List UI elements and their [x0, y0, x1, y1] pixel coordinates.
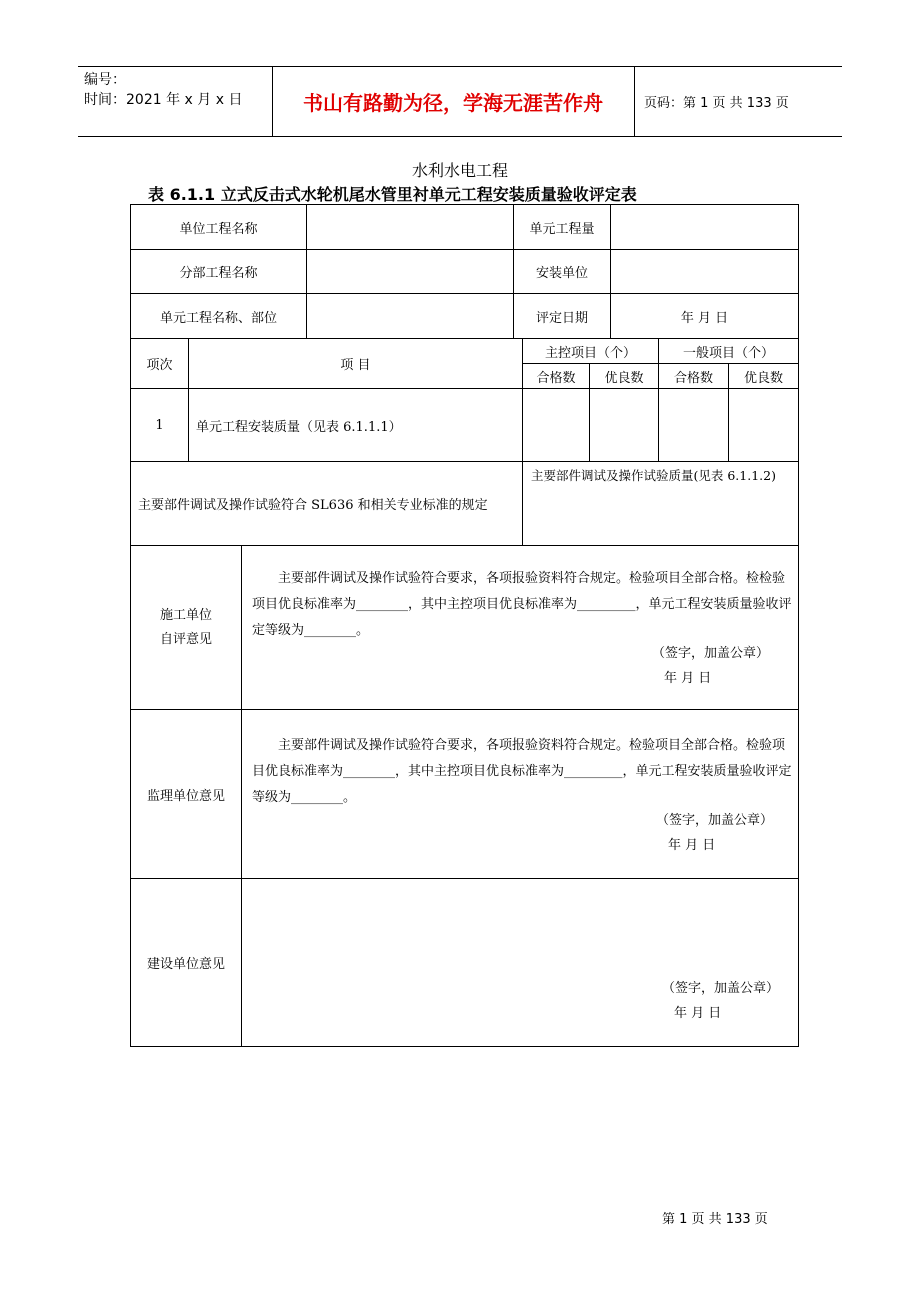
- header-page-label: 页码：第 1 页 共 133 页: [644, 96, 789, 111]
- test-statement: 主要部件调试及操作试验符合 SL636 和相关专业标准的规定: [138, 498, 488, 513]
- evaluation-date-label: 评定日期: [535, 310, 588, 326]
- serial-label: 编号：: [84, 72, 126, 88]
- row1-main-excellent-field[interactable]: [590, 389, 658, 461]
- construction-opinion-text: 主要部件调试及操作试验符合要求，各项报验资料符合规定。检验项目全部合格。检检验项目优良标准率为________，其中主控项目优良标准率为_________，单元工程安装质量验收评定等级为________。: [252, 571, 792, 638]
- division-project-name-label: 分部工程名称: [179, 266, 258, 281]
- unit-project-name-label: 单位工程名称: [179, 221, 258, 237]
- row1-item: 单元工程安装质量（见表 6.1.1.1）: [196, 419, 402, 435]
- row1-main-qualified-field[interactable]: [523, 389, 589, 461]
- unit-work-quantity-field[interactable]: [611, 205, 798, 249]
- general-items-header: 一般项目（个）: [682, 345, 774, 361]
- time-label: 时间：2021 年 x 月 x 日: [84, 92, 243, 108]
- table-border: [798, 204, 799, 1047]
- row1-no: 1: [155, 417, 164, 433]
- doc-title-line1: 水利水电工程: [411, 161, 508, 180]
- installer-field[interactable]: [611, 250, 798, 293]
- unit-work-quantity-label: 单元工程量: [529, 221, 595, 237]
- row1-general-qualified-field[interactable]: [659, 389, 728, 461]
- owner-opinion-label: 建设单位意见: [146, 957, 225, 972]
- construction-date: 年 月 日: [664, 671, 712, 686]
- division-project-name-field[interactable]: [307, 250, 513, 293]
- owner-sign: （签字，加盖公章）: [662, 981, 780, 996]
- construction-label-line1: 施工单位: [159, 607, 212, 623]
- item-no-header: 项次: [146, 358, 173, 373]
- main-items-header: 主控项目（个）: [544, 345, 636, 361]
- page-header: [78, 66, 842, 137]
- evaluation-date-field[interactable]: 年 月 日: [680, 310, 729, 326]
- header-motto: 书山有路勤为径，学海无涯苦作舟: [303, 91, 603, 115]
- owner-date: 年 月 日: [674, 1006, 722, 1021]
- construction-opinion-label: [131, 546, 241, 709]
- construction-label-line2: 自评意见: [159, 631, 212, 647]
- general-excellent-header: 优良数: [743, 370, 783, 386]
- main-excellent-header: 优良数: [604, 370, 644, 386]
- installer-label: 安装单位: [535, 266, 588, 281]
- item-header: 项 目: [340, 358, 371, 373]
- supervision-sign: （签字，加盖公章）: [656, 813, 774, 828]
- general-qualified-header: 合格数: [673, 370, 713, 386]
- doc-title-line2: 表 6.1.1 立式反击式水轮机尾水管里衬单元工程安装质量验收评定表: [148, 185, 637, 204]
- supervision-opinion-text: 主要部件调试及操作试验符合要求，各项报验资料符合规定。检验项目全部合格。检验项目优良标准率为________，其中主控项目优良标准率为_________，单元工程安装质量验收评定等级为________。: [252, 738, 792, 805]
- unit-project-name-field[interactable]: [307, 205, 513, 249]
- row1-general-excellent-field[interactable]: [729, 389, 798, 461]
- table-border: [130, 1046, 799, 1047]
- main-qualified-header: 合格数: [536, 370, 576, 386]
- element-name-location-field[interactable]: [307, 294, 513, 338]
- header-meta: [84, 70, 242, 110]
- page-footer: 第 1 页 共 133 页: [662, 1212, 768, 1227]
- header-divider: [634, 67, 635, 136]
- col-line: [241, 545, 242, 1047]
- construction-sign: （签字，加盖公章）: [652, 646, 770, 661]
- test-result-label: 主要部件调试及操作试验质量(见表 6.1.1.2): [531, 468, 776, 483]
- supervision-date: 年 月 日: [668, 838, 716, 853]
- element-name-location-label: 单元工程名称、部位: [159, 310, 277, 326]
- supervision-opinion-label: 监理单位意见: [146, 788, 225, 804]
